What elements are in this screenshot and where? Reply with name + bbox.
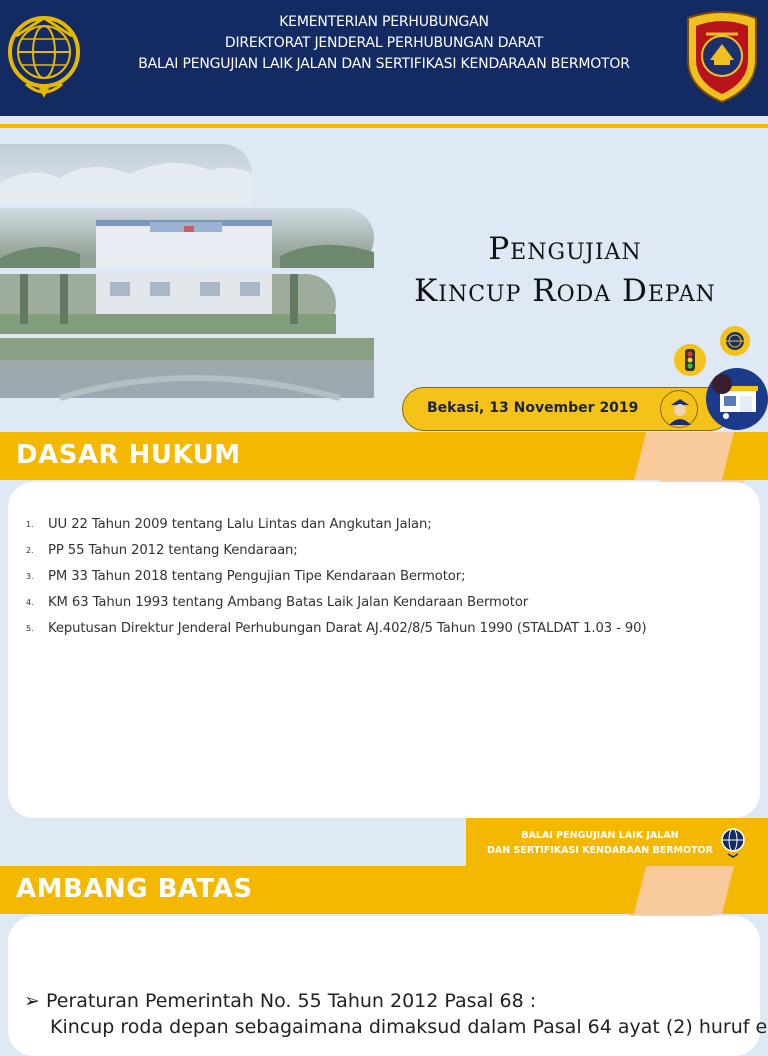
cover-title	[370, 228, 760, 312]
footer-kemenhub-logo-icon	[718, 826, 748, 858]
banner-stripe	[634, 432, 734, 480]
office-name: BALAI PENGUJIAN LAIK JALAN DAN SERTIFIKASI KENDARAAN BERMOTOR	[138, 56, 630, 72]
dasar-hukum-card	[8, 482, 760, 818]
banner-stripe	[634, 866, 734, 914]
list-item: 1. UU 22 Tahun 2009 tentang Lalu Lintas dan Angkutan Jalan;	[26, 517, 432, 532]
regulation-continuation: Kincup roda depan sebagaimana dimaksud dalam Pasal 64 ayat (2) huruf e	[50, 1016, 768, 1038]
building-photo-strip-1	[0, 144, 252, 204]
cover-slide	[0, 128, 768, 428]
arrow-bullet-icon: ➢	[24, 990, 40, 1012]
legal-basis-list	[26, 512, 647, 642]
building-photo-strip-3	[0, 274, 336, 334]
officer-avatar-icon	[660, 390, 698, 428]
list-item: 2. PP 55 Tahun 2012 tentang Kendaraan;	[26, 543, 298, 558]
ambang-batas-title: AMBANG BATAS	[16, 874, 253, 904]
dark-emblem-icon	[712, 374, 732, 394]
traffic-light-icon	[674, 344, 706, 376]
header-bar	[0, 0, 768, 116]
globe-emblem-icon	[720, 326, 750, 356]
presentation-date: Bekasi, 13 November 2019	[427, 400, 639, 416]
building-photo-strip-2	[0, 208, 374, 268]
building-photo-strip-4	[0, 338, 374, 398]
ambang-batas-banner	[0, 866, 768, 914]
header-title-block	[0, 12, 768, 75]
ditjen-hubdat-shield-icon	[680, 4, 764, 104]
directorate-name: DIREKTORAT JENDERAL PERHUBUNGAN DARAT	[224, 35, 544, 51]
dasar-hukum-title: DASAR HUKUM	[16, 440, 241, 470]
regulation-bullet: ➢ Peraturan Pemerintah No. 55 Tahun 2012 Pasal 68 :	[24, 990, 537, 1012]
list-item: 4. KM 63 Tahun 1993 tentang Ambang Batas Laik Jalan Kendaraan Bermotor	[26, 595, 529, 610]
ministry-name: KEMENTERIAN PERHUBUNGAN	[279, 14, 489, 30]
dasar-hukum-banner	[0, 432, 768, 480]
cover-title-line1: Pengujian	[488, 231, 642, 267]
list-item: 3. PM 33 Tahun 2018 tentang Pengujian Tipe Kendaraan Bermotor;	[26, 569, 466, 584]
list-item: 5. Keputusan Direktur Jenderal Perhubungan Darat AJ.402/8/5 Tahun 1990 (STALDAT 1.03 - 90)	[26, 621, 647, 636]
cover-title-line2: Kincup Roda Depan	[414, 273, 716, 309]
footer-office-name: BALAI PENGUJIAN LAIK JALAN DAN SERTIFIKASI KENDARAAN BERMOTOR	[487, 830, 713, 856]
